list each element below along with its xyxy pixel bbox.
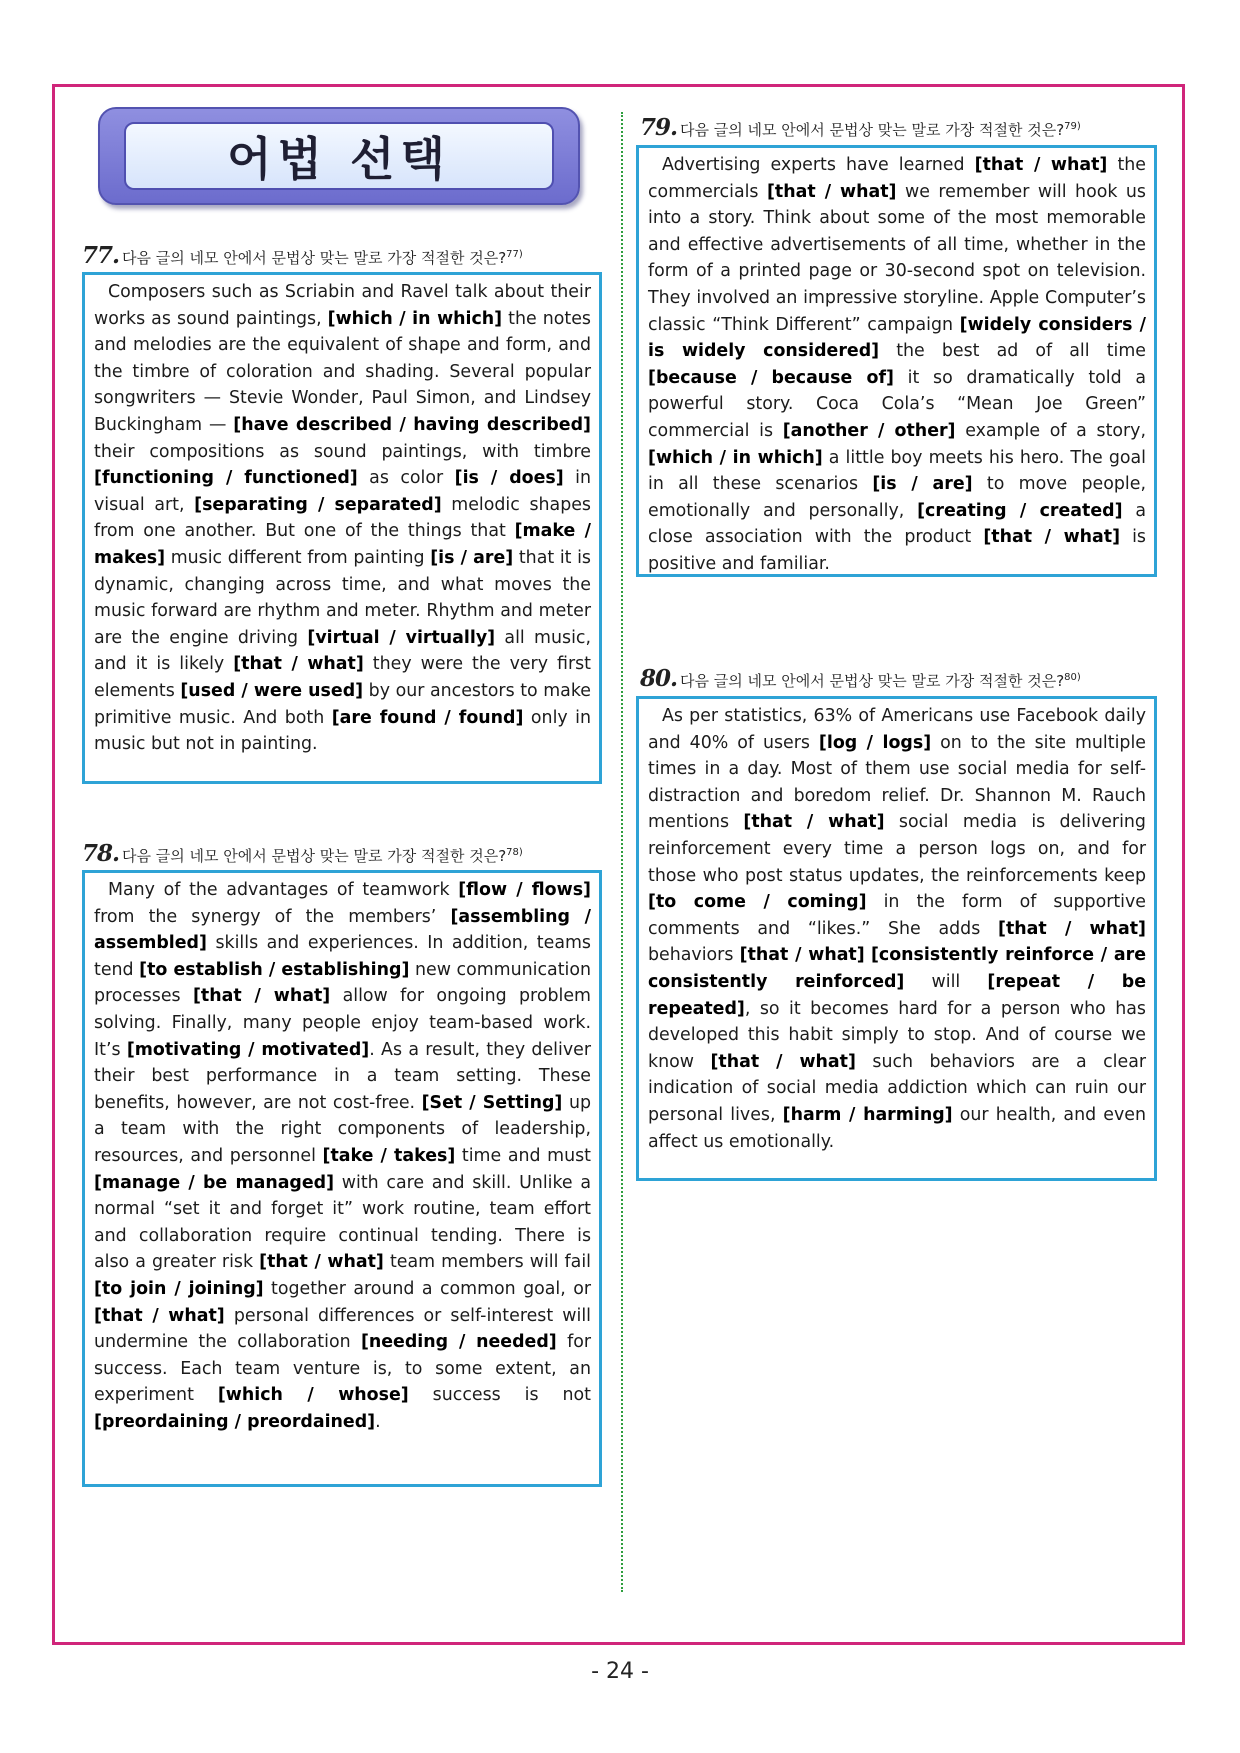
grammar-choice: [needing / needed] (360, 1332, 557, 1353)
passage-79 (648, 152, 1146, 578)
grammar-choice: [virtual / virtually] (307, 627, 496, 648)
question-80-header (640, 665, 1081, 692)
page-title: 어법 선택 (227, 132, 451, 186)
grammar-choice: [another / other] (782, 420, 956, 441)
grammar-choice: [manage / be managed] (94, 1172, 335, 1193)
passage-text: by our ancestors to make primitive music. And both (94, 680, 591, 728)
grammar-choice: [to establish / establishing] (139, 959, 410, 980)
grammar-choice: [to join / joining] (94, 1278, 264, 1299)
grammar-choice: [that / what] (998, 918, 1146, 939)
question-number: 80. (640, 665, 678, 692)
grammar-choice: [is / are] (872, 474, 973, 495)
grammar-choice: [is / are] (430, 547, 514, 568)
passage-text: the notes and melodies are the equivalent of shape and form, and the timbre of coloration and shading. Several popular songwriters — Stevie Wonder, Paul Simon, and Lindsey Buckingham — (94, 308, 591, 435)
grammar-choice: [functioning / functioned] (94, 468, 358, 489)
section-banner (98, 107, 580, 205)
question-number: 79. (640, 114, 678, 141)
passage-text: team members will fail (383, 1252, 592, 1273)
passage-text: social media is delivering reinforcement every time a person logs on, and for those who post status updates, the reinforcements keep (648, 812, 1146, 886)
grammar-choice: [preordaining / preordained] (94, 1411, 376, 1432)
passage-text: allow for ongoing problem solving. Finally, many people enjoy team-based work. It’s (94, 986, 591, 1060)
grammar-choice: [consistently reinforce / are consistently reinforced] (648, 945, 1147, 992)
grammar-choice: [harm / harming] (782, 1104, 953, 1125)
passage-text: time and must (455, 1145, 591, 1166)
grammar-choice: [assembling / assembled] (94, 906, 591, 954)
question-prompt: 다음 글의 네모 안에서 문법상 맞는 말로 가장 적절한 것은? (680, 121, 1065, 139)
passage-text: from the synergy of the members’ (94, 906, 451, 927)
footnote-ref: 77) (506, 249, 523, 260)
grammar-choice: [that / what] (259, 1252, 384, 1273)
footnote-ref: 80) (1064, 672, 1081, 683)
page-number: - 24 - (591, 1659, 649, 1684)
passage-box-77 (82, 272, 602, 784)
grammar-choice: [have described / having described] (233, 414, 591, 435)
grammar-choice: [Set / Setting] (421, 1092, 563, 1113)
passage-box-78 (82, 870, 602, 1487)
passage-text: example of a story, (955, 420, 1147, 441)
passage-text: . (375, 1411, 381, 1432)
passage-text: we remember will hook us into a story. Think about some of the most memorable and effective advertisements of all time, whether in the form of a printed page or 30-second spot on television. They involved an impressive storyline. Apple Computer’s classic “Think Different” campaign (648, 181, 1146, 335)
passage-text: the commercials (648, 155, 1146, 202)
passage-text: they were the very first elements (94, 654, 591, 701)
grammar-choice: [repeat / be repeated] (648, 971, 1146, 1019)
question-77-header (82, 242, 523, 269)
footnote-ref: 79) (1064, 121, 1081, 132)
passage-text: a close association with the product (648, 500, 1146, 548)
passage-text: in visual art, (94, 468, 591, 515)
question-prompt: 다음 글의 네모 안에서 문법상 맞는 말로 가장 적절한 것은? (122, 847, 507, 865)
grammar-choice: [motivating / motivated] (126, 1039, 370, 1060)
grammar-choice: [that / what] (983, 527, 1121, 548)
grammar-choice: [to come / coming] (648, 892, 867, 913)
passage-text: will (904, 971, 988, 992)
passage-text: in the form of supportive comments and “likes.” She adds (648, 892, 1146, 939)
passage-text: Composers such as Scriabin and Ravel talk about their works as sound paintings, (94, 282, 591, 329)
passage-text: the best ad of all time (879, 341, 1146, 362)
passage-text: our health, and even affect us emotionally. (648, 1104, 1146, 1152)
passage-text: skills and experiences. In addition, teams tend (94, 933, 591, 980)
question-78-header (82, 840, 523, 867)
column-divider (621, 112, 623, 1592)
grammar-choice: [that / what] (192, 986, 331, 1007)
grammar-choice: [flow / flows] (458, 880, 591, 900)
grammar-choice: [that / what] (233, 654, 364, 675)
grammar-choice: [creating / created] (917, 500, 1123, 521)
passage-text: with care and skill. Unlike a normal “set it and forget it” work routine, team effort and collaboration require continual tending. There is also a greater risk (94, 1172, 591, 1273)
section-banner-inner (124, 122, 554, 190)
passage-text: Advertising experts have learned (662, 155, 975, 175)
passage-text: on to the site multiple times in a day. Most of them use social media for self-distraction and boredom relief. Dr. Shannon M. Rauch mentions (648, 732, 1146, 833)
passage-text: is positive and familiar. (648, 527, 1146, 574)
passage-text: success is not (408, 1385, 591, 1406)
passage-text: it so dramatically told a powerful story. Coca Cola’s “Mean Joe Green” commercial is (648, 367, 1146, 441)
passage-text: new communication processes (94, 959, 592, 1007)
grammar-choice: [are found / found] (331, 707, 524, 728)
passage-box-80 (636, 696, 1157, 1181)
passage-text: . As a result, they deliver their best performance in a team setting. These benefits, however, are not cost-free. (94, 1039, 591, 1113)
grammar-choice: [that / what] (766, 181, 897, 202)
grammar-choice: [which / whose] (217, 1385, 409, 1406)
question-79-header (640, 114, 1081, 141)
passage-text: As per statistics, 63% of Americans use Facebook daily and 40% of users (648, 706, 1146, 753)
question-prompt: 다음 글의 네모 안에서 문법상 맞는 말로 가장 적절한 것은? (122, 249, 507, 267)
grammar-choice: [widely considers / is widely considered] (648, 314, 1146, 362)
passage-text: only in music but not in painting. (94, 707, 592, 755)
passage-text: to move people, emotionally and personally, (648, 474, 1146, 521)
passage-text: together around a common goal, or (263, 1278, 591, 1299)
grammar-choice: [that / what] (739, 945, 865, 966)
passage-text: , so it becomes hard for a person who has developed this habit simply to stop. And of course we know (648, 998, 1146, 1072)
passage-text: music different from painting (165, 547, 431, 568)
question-number: 78. (82, 840, 120, 867)
grammar-choice: [that / what] (743, 812, 885, 833)
grammar-choice: [take / takes] (322, 1145, 456, 1166)
passage-text: for success. Each team venture is, to some extent, an experiment (94, 1332, 591, 1406)
question-prompt: 다음 글의 네모 안에서 문법상 맞는 말로 가장 적절한 것은? (680, 672, 1065, 690)
grammar-choice: [separating / separated] (194, 494, 442, 515)
grammar-choice: [which / in which] (327, 308, 503, 329)
passage-text: up a team with the right components of leadership, resources, and personnel (94, 1092, 592, 1166)
grammar-choice: [used / were used] (180, 680, 364, 701)
passage-80 (648, 703, 1146, 1155)
grammar-choice: [log / logs] (818, 732, 932, 753)
passage-text: behaviors (648, 945, 740, 966)
passage-text: melodic shapes from one another. But one of the things that (94, 494, 591, 542)
passage-77 (94, 279, 591, 758)
grammar-choice: [because / because of] (648, 367, 894, 388)
passage-text: their compositions as sound paintings, with timbre (94, 441, 591, 462)
grammar-choice: [that / what] (710, 1051, 856, 1072)
passage-text: a little boy meets his hero. The goal in all these scenarios (648, 447, 1146, 495)
passage-text: such behaviors are a clear indication of social media addiction which can ruin our personal lives, (648, 1051, 1146, 1125)
passage-78 (94, 877, 591, 1435)
grammar-choice: [that / what] (974, 155, 1108, 175)
grammar-choice: [make / makes] (94, 521, 591, 568)
passage-text: all music, and it is likely (94, 627, 591, 675)
footnote-ref: 78) (506, 847, 523, 858)
passage-text: personal differences or self-interest will undermine the collaboration (94, 1305, 591, 1353)
passage-text: that it is dynamic, changing across time, and what moves the music forward are rhythm and meter. Rhythm and meter are the engine driving (94, 547, 591, 648)
passage-text: Many of the advantages of teamwork (108, 880, 459, 900)
grammar-choice: [is / does] (454, 468, 564, 489)
passage-text: as color (357, 468, 455, 489)
question-number: 77. (82, 242, 120, 269)
passage-box-79 (636, 145, 1157, 577)
grammar-choice: [that / what] (94, 1305, 225, 1326)
grammar-choice: [which / in which] (648, 447, 823, 468)
